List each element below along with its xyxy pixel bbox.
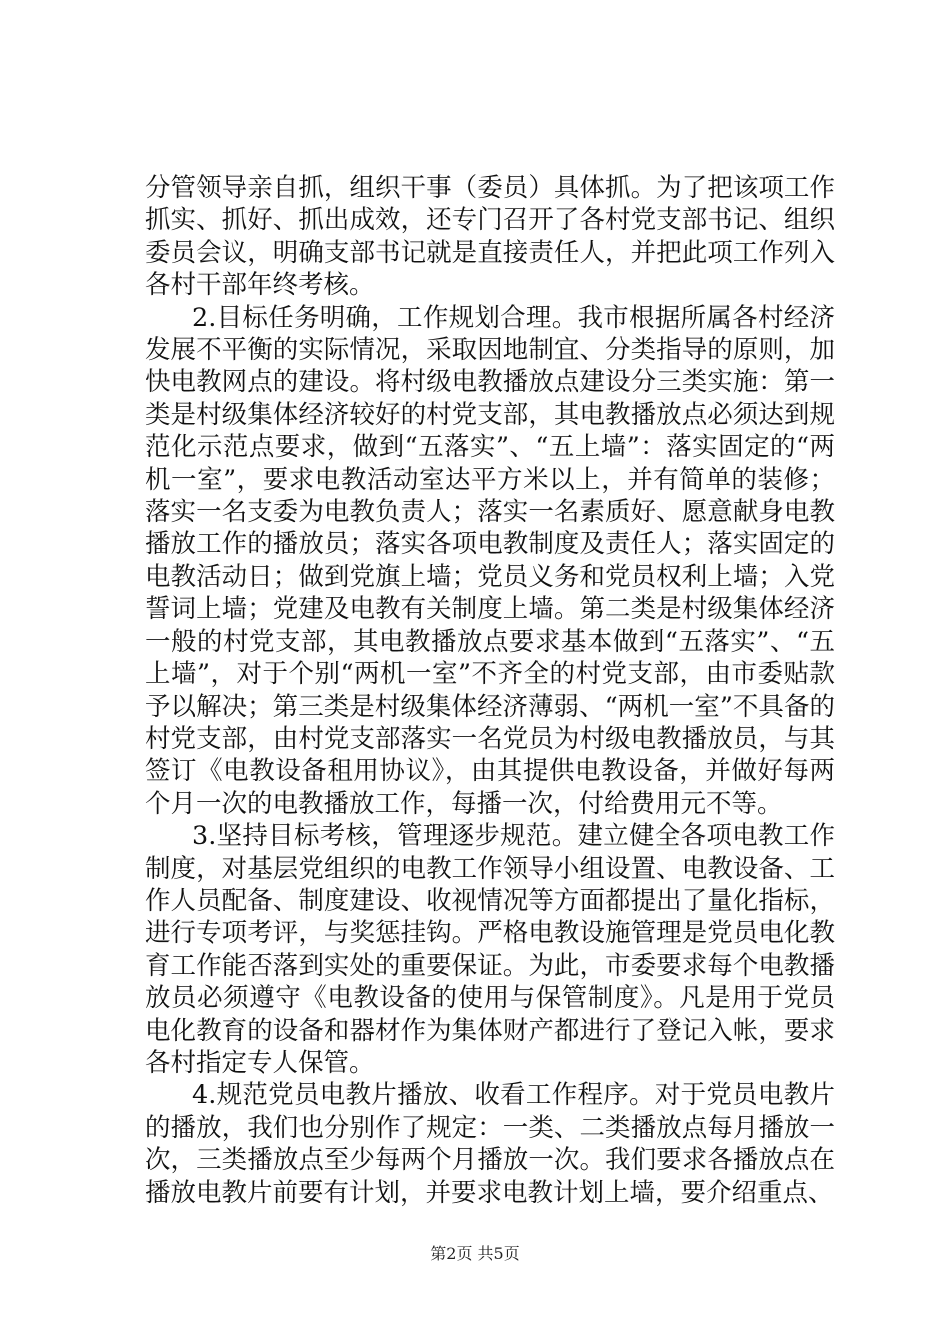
page-number-footer: 第2页 共5页 [430,1244,520,1263]
paragraph-continuation: 分管领导亲自抓，组织干事（委员）具体抓。为了把该项工作抓实、抓好、抓出成效，还专门召开了各村党支部书记、组织委员会议，明确支部书记就是直接责任人，并把此项工作列入各村干部年终考核。 [145,173,835,301]
document-body [145,172,835,1209]
paragraph-item-3: 3.坚持目标考核，管理逐步规范。建立健全各项电教工作制度，对基层党组织的电教工作领导小组设置、电教设备、工作人员配备、制度建设、收视情况等方面都提出了量化指标，进行专项考评，与奖惩挂钩。严格电教设施管理是党员电化教育工作能否落到实处的重要保证。为此，市委要求每个电教播放员必须遵守《电教设备的使用与保管制度》。凡是用于党员电化教育的设备和器材作为集体财产都进行了登记入帐，要求各村指定专人保管。 [145,821,835,1078]
paragraph-item-2: 2.目标任务明确，工作规划合理。我市根据所属各村经济发展不平衡的实际情况，采取因地制宜、分类指导的原则，加快电教网点的建设。将村级电教播放点建设分三类实施：第一类是村级集体经济较好的村党支部，其电教播放点必须达到规范化示范点要求，做到“五落实”、“五上墙”：落实固定的“两机一室”，要求电教活动室达平方米以上，并有简单的装修；落实一名支委为电教负责人；落实一名素质好、愿意献身电教播放工作的播放员；落实各项电教制度及责任人；落实固定的电教活动日；做到党旗上墙；党员义务和党员权利上墙；入党誓词上墙；党建及电教有关制度上墙。第二类是村级集体经济一般的村党支部，其电教播放点要求基本做到“五落实”、“五上墙”，对于个别“两机一室”不齐全的村党支部，由市委贴款予以解决；第三类是村级集体经济薄弱、“两机一室”不具备的村党支部，由村党支部落实一名党员为村级电教播放员，与其签订《电教设备租用协议》，由其提供电教设备，并做好每两个月一次的电教播放工作，每播一次，付给费用元不等。 [145,302,835,819]
paragraph-item-4: 4.规范党员电教片播放、收看工作程序。对于党员电教片的播放，我们也分别作了规定：一类、二类播放点每月播放一次，三类播放点至少每两个月播放一次。我们要求各播放点在播放电教片前要有计划，并要求电教计划上墙，要介绍重点、 [145,1080,835,1208]
